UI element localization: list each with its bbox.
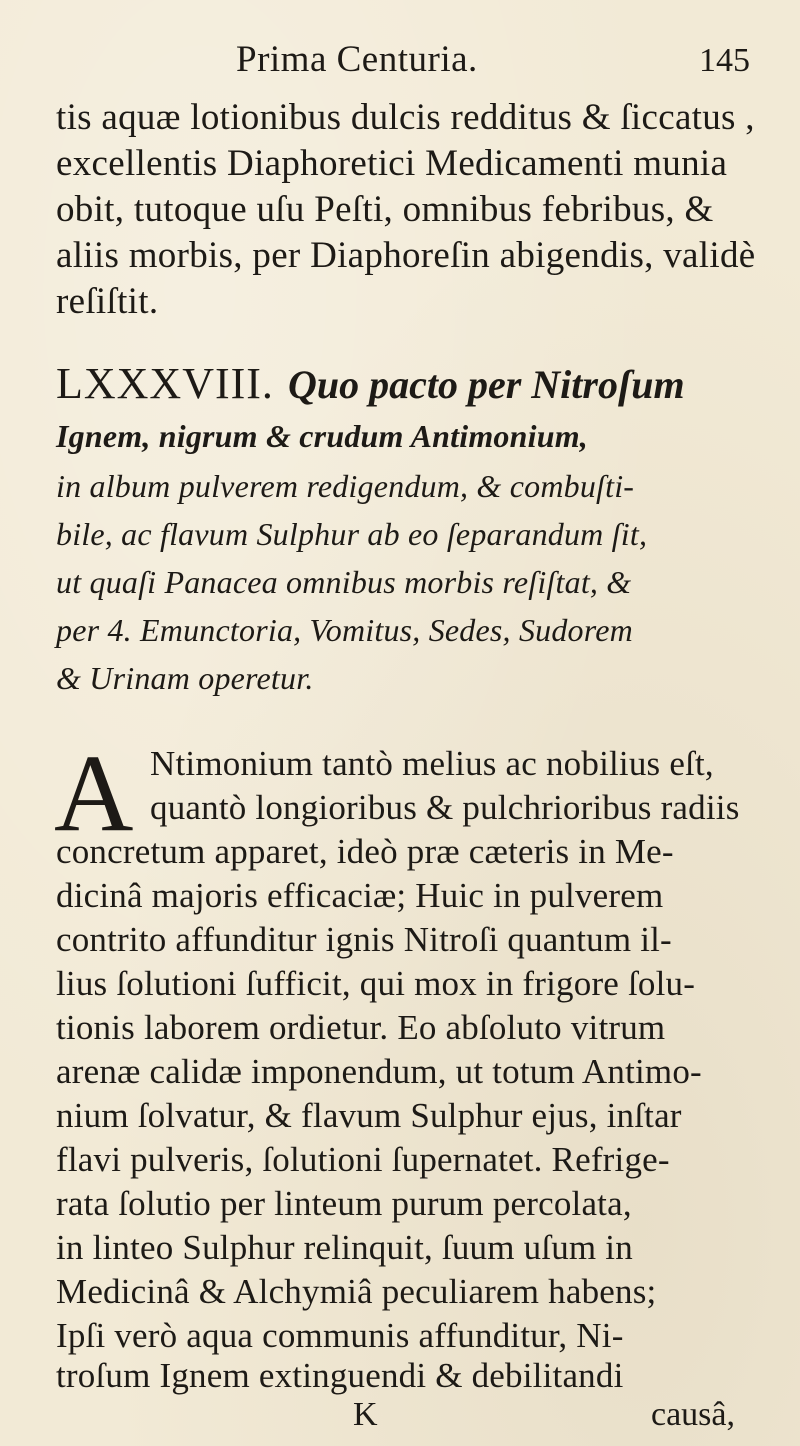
body-line: concretum apparet, ideò præ cæteris in Me- xyxy=(56,832,674,871)
body-line: nium ſolvatur, & flavum Sulphur ejus, inſtar xyxy=(56,1096,682,1135)
chapter-summary-line: & Urinam operetur. xyxy=(56,660,314,696)
body-line: dicinâ majoris efficaciæ; Huic in pulverem xyxy=(56,876,664,915)
running-title: Prima Centuria. xyxy=(236,39,478,80)
chapter-summary-line: bile, ac flavum Sulphur ab eo ſeparandum ſit, xyxy=(56,516,648,552)
running-head xyxy=(60,38,750,88)
chapter-summary-line: per 4. Emunctoria, Vomitus, Sedes, Sudorem xyxy=(56,612,633,648)
body-line: arenæ calidæ imponendum, ut totum Antimo- xyxy=(56,1052,702,1091)
chapter-summary-line: Ignem, nigrum & crudum Antimonium, xyxy=(56,418,589,454)
continuation-line: excellentis Diaphoretici Medicamenti munia xyxy=(56,143,728,184)
signature-mark: K xyxy=(353,1396,378,1433)
page-number: 145 xyxy=(699,42,750,79)
chapter-heading xyxy=(56,358,685,409)
body-line: rata ſolutio per linteum purum percolata, xyxy=(56,1184,632,1223)
body-line: tionis laborem ordietur. Eo abſoluto vitrum xyxy=(56,1008,666,1047)
continuation-line: tis aquæ lotionibus dulcis redditus & ſiccatus , xyxy=(56,97,755,138)
continuation-line: reſiſtit. xyxy=(56,281,159,322)
body-line: Ipſi verò aqua communis affunditur, Ni- xyxy=(56,1316,624,1355)
body-line: flavi pulveris, ſolutioni ſupernatet. Refrige- xyxy=(56,1140,670,1179)
body-line: lius ſolutioni ſufficit, qui mox in frigore ſolu- xyxy=(56,964,696,1003)
body-line: quantò longioribus & pulchrioribus radiis xyxy=(150,788,740,827)
drop-cap-initial: A xyxy=(54,732,134,854)
body-line: contrito affunditur ignis Nitroſi quantum il- xyxy=(56,920,672,959)
body-line: Medicinâ & Alchymiâ peculiarem habens; xyxy=(56,1272,657,1311)
body-line: troſum Ignem extinguendi & debilitandi xyxy=(56,1356,624,1395)
continuation-line: aliis morbis, per Diaphoreſin abigendis, validè xyxy=(56,235,756,276)
chapter-summary-line: in album pulverem redigendum, & combuſti- xyxy=(56,468,635,504)
body-line: in linteo Sulphur relinquit, ſuum uſum in xyxy=(56,1228,633,1267)
body-line: Ntimonium tantò melius ac nobilius eſt, xyxy=(150,744,714,783)
chapter-title: Quo pacto per Nitroſum xyxy=(287,362,685,407)
continuation-line: obit, tutoque uſu Peſti, omnibus febribus, & xyxy=(56,189,714,230)
catchword: causâ, xyxy=(651,1396,736,1433)
chapter-summary-line: ut quaſi Panacea omnibus morbis reſiſtat, & xyxy=(56,564,632,600)
chapter-number: LXXXVIII. xyxy=(56,359,274,408)
